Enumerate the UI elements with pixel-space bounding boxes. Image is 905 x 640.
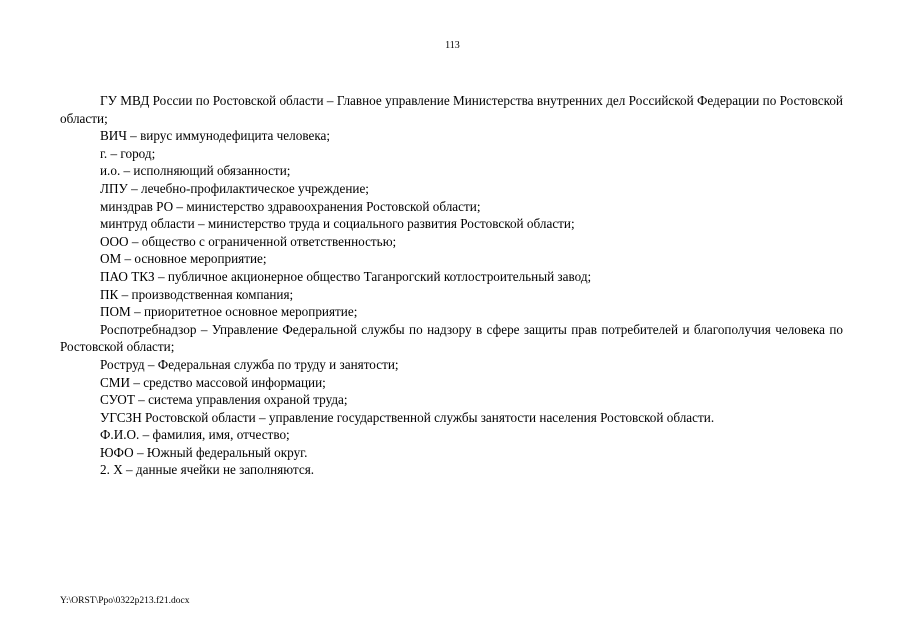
abbreviation-mintrud: минтруд области – министерство труда и социального развития Ростовской области; [100, 216, 575, 232]
abbreviation-vich: ВИЧ – вирус иммунодефицита человека; [100, 128, 331, 144]
abbreviation-smi: СМИ – средство массовой информации; [100, 374, 326, 390]
abbreviation-om: ОМ – основное мероприятие; [100, 251, 267, 267]
abbreviation-io: и.о. – исполняющий обязанности; [100, 163, 291, 179]
page-number: 113 [445, 40, 460, 51]
abbreviation-lpu: ЛПУ – лечебно-профилактическое учреждение; [100, 180, 369, 196]
abbreviation-rospotrebnadzor: Роспотребнадзор – Управление Федеральной службы по надзору в сфере защиты прав потребителей и благополучия человека по Ростовской области; [60, 321, 843, 355]
document-body [60, 92, 843, 479]
abbreviation-rostrud: Роструд – Федеральная служба по труду и занятости; [100, 356, 399, 372]
abbreviation-yufo: ЮФО – Южный федеральный округ. [100, 444, 308, 460]
footer-file-path: Y:\ORST\Ppo\0322p213.f21.docx [60, 596, 190, 606]
abbreviation-minzdrav-ro: минздрав РО – министерство здравоохранения Ростовской области; [100, 198, 481, 214]
abbreviation-fio: Ф.И.О. – фамилия, имя, отчество; [100, 427, 290, 443]
abbreviation-pom: ПОМ – приоритетное основное мероприятие; [100, 304, 358, 320]
abbreviation-pao-tkz: ПАО ТКЗ – публичное акционерное общество Таганрогский котлостроительный завод; [100, 268, 592, 284]
abbreviation-g: г. – город; [100, 145, 156, 161]
abbreviation-suot: СУОТ – система управления охраной труда; [100, 392, 348, 408]
abbreviation-gu-mvd: ГУ МВД России по Ростовской области – Главное управление Министерства внутренних дел Российской Федерации по Ростовской области; [60, 93, 843, 126]
abbreviation-ooo: ООО – общество с ограниченной ответственностью; [100, 233, 397, 249]
abbreviation-pk: ПК – производственная компания; [100, 286, 294, 302]
note-x-cells: 2. Х – данные ячейки не заполняются. [100, 462, 315, 478]
abbreviation-ugszn: УГСЗН Ростовской области – управление государственной службы занятости населения Ростовской области. [100, 409, 715, 425]
